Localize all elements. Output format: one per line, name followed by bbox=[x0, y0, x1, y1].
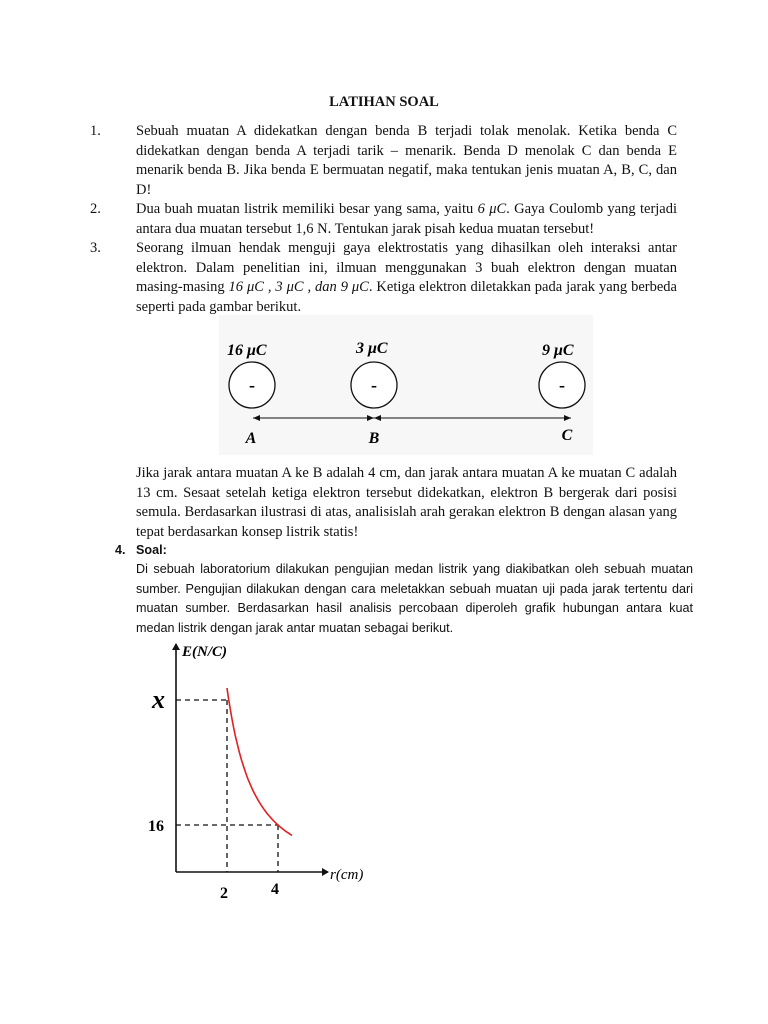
charge-values: 16 μC , 3 μC , dan 9 μC bbox=[228, 279, 369, 295]
question-1 bbox=[90, 122, 680, 202]
question-4 bbox=[115, 541, 693, 635]
y-tick-label-x: x bbox=[152, 685, 165, 714]
charge-sign: - bbox=[371, 375, 377, 395]
y-axis-label: E(N/C) bbox=[182, 644, 227, 660]
chart-marks bbox=[148, 685, 292, 902]
point-label: A bbox=[245, 430, 257, 447]
charge-value-label: 3 μC bbox=[356, 340, 388, 357]
question-text bbox=[136, 200, 677, 239]
charges-figure bbox=[219, 315, 593, 455]
question-text: Di sebuah laboratorium dilakukan pengujian medan listrik yang diakibatkan oleh sebuah muatan sumber. Pengujian dilakukan dengan cara meletakkan sebuah muatan uji pada jarak tertentu dari muatan sumber. Berdasarkan hasil analisis percobaan diperoleh grafik hubungan antara kuat medan listrik dengan jarak antar muatan sebagai berikut. bbox=[136, 562, 693, 635]
field-distance-graph bbox=[140, 632, 390, 902]
x-axis-label: r(cm) bbox=[330, 867, 364, 883]
question-number: 3. bbox=[90, 240, 101, 256]
question-number: 2. bbox=[90, 201, 101, 217]
point-label: B bbox=[368, 430, 380, 447]
question-text bbox=[136, 239, 677, 317]
question-3 bbox=[90, 239, 680, 319]
question-3-followup bbox=[90, 464, 680, 544]
question-number: 1. bbox=[90, 123, 101, 139]
page-title: LATIHAN SOAL bbox=[329, 94, 439, 110]
question-2 bbox=[90, 200, 680, 240]
x-tick-label-2: 2 bbox=[220, 885, 228, 902]
question-label: Soal: bbox=[136, 543, 167, 557]
field-curve bbox=[227, 688, 292, 835]
question-number: 4. bbox=[115, 543, 126, 557]
question-text-part: . Gaya Coulomb yang terjadi antara dua muatan tersebut 1,6 N. Tentukan jarak pisah kedua muatan tersebut! bbox=[136, 201, 678, 237]
question-text: Sebuah muatan A didekatkan dengan benda B terjadi tolak menolak. Ketika benda C didekatkan dengan benda A terjadi tarik – menarik. Benda D menolak C dan benda E menarik benda B. Jika benda E bermuatan negatif, maka tentukan jenis muatan A, B, C, dan D! bbox=[136, 123, 677, 198]
question-text-part: . Ketiga elektron diletakkan pada jarak yang berbeda seperti pada gambar berikut. bbox=[136, 279, 677, 315]
charge-sign: - bbox=[249, 375, 255, 395]
point-label: C bbox=[561, 427, 573, 444]
question-text-part: Seorang ilmuan hendak menguji gaya elektrostatis yang dihasilkan oleh interaksi antar elektron. Dalam penelitian ini, ilmuan menggunakan 3 buah elektron dengan muatan masing-masing bbox=[136, 240, 677, 295]
charge-value-label: 9 μC bbox=[542, 342, 574, 359]
charge-sign: - bbox=[559, 375, 565, 395]
x-tick-label-4: 4 bbox=[271, 881, 279, 898]
y-tick-label-16: 16 bbox=[148, 818, 164, 835]
question-text: Jika jarak antara muatan A ke B adalah 4 cm, dan jarak antara muatan A ke muatan C adalah 13 cm. Sesaat setelah ketiga elektron tersebut didekatkan, elektron B bergerak dari posisi semula. Berdasarkan ilustrasi di atas, analisislah arah gerakan elektron B dengan alasan yang tepat berdasarkan konsep listrik statis! bbox=[136, 465, 677, 540]
question-text-part: Dua buah muatan listrik memiliki besar yang sama, yaitu bbox=[136, 201, 478, 217]
charge-value-label: 16 μC bbox=[227, 342, 267, 359]
charge-value: 6 μC bbox=[477, 201, 507, 217]
